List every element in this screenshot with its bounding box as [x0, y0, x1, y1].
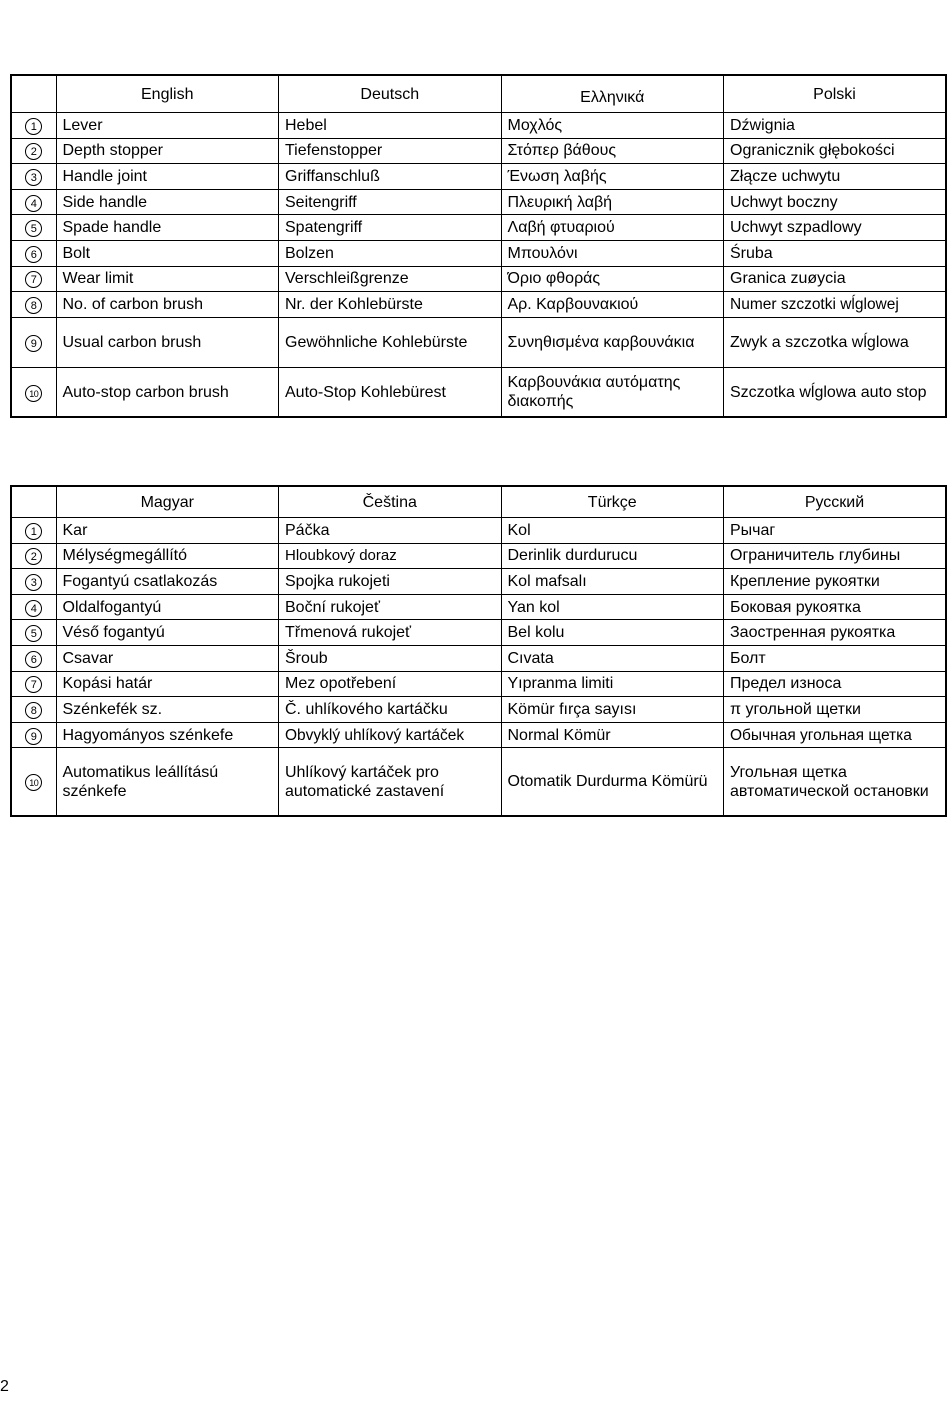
header-russian: Русский: [724, 486, 947, 518]
item-number: 9: [25, 335, 42, 352]
table-cell: Όριο φθοράς: [501, 266, 724, 292]
table-cell: Wear limit: [56, 266, 279, 292]
table-cell: Č. uhlíkového kartáčku: [279, 697, 502, 723]
table-cell: Uhlíkový kartáček pro automatické zastavení: [279, 748, 502, 816]
table-cell: Bolt: [56, 240, 279, 266]
table-header-row: [11, 486, 946, 518]
item-number: 5: [25, 220, 42, 237]
table-cell: Рычаг: [724, 518, 947, 544]
table-cell: Šroub: [279, 645, 502, 671]
table-cell: π угольной щетки: [724, 697, 947, 723]
table-row: [11, 697, 946, 723]
table-cell: Αρ. Καρβουνακιού: [501, 292, 724, 318]
header-english: English: [56, 75, 279, 113]
table-cell: Spatengriff: [279, 215, 502, 241]
table-cell: Yan kol: [501, 594, 724, 620]
table-cell: Granica zuøycia: [724, 266, 947, 292]
table-cell: Mez opotřebení: [279, 671, 502, 697]
table-cell: Auto-stop carbon brush: [56, 367, 279, 417]
table-cell: Συνηθισμένα καρβουνάκια: [501, 317, 724, 367]
table-cell: Tiefenstopper: [279, 138, 502, 164]
table-row: [11, 620, 946, 646]
header-deutsch: Deutsch: [279, 75, 502, 113]
item-number: 7: [25, 676, 42, 693]
table-row: [11, 518, 946, 544]
table-cell: Normal Kömür: [501, 722, 724, 748]
table-cell: Auto-Stop Kohlebürest: [279, 367, 502, 417]
table-cell: Seitengriff: [279, 189, 502, 215]
table-cell: Kömür fırça sayısı: [501, 697, 724, 723]
table-cell: Bolzen: [279, 240, 502, 266]
table-cell: Bel kolu: [501, 620, 724, 646]
table-cell: Numer szczotki wĺglowej: [724, 292, 947, 318]
table-cell: Handle joint: [56, 164, 279, 190]
table-cell: Usual carbon brush: [56, 317, 279, 367]
table-row: [11, 645, 946, 671]
table-cell: Csavar: [56, 645, 279, 671]
item-number: 9: [25, 728, 42, 745]
table-cell: Depth stopper: [56, 138, 279, 164]
table-row: [11, 113, 946, 139]
table-row: [11, 215, 946, 241]
table-cell: Ограничитель глубины: [724, 543, 947, 569]
table-row: [11, 266, 946, 292]
table-cell: Λαβή φτυαριού: [501, 215, 724, 241]
item-number: 10: [25, 774, 42, 791]
table-header-row: [11, 75, 946, 113]
table-cell: No. of carbon brush: [56, 292, 279, 318]
parts-table-2: [10, 485, 947, 817]
table-cell: Kopási határ: [56, 671, 279, 697]
table-cell: Lever: [56, 113, 279, 139]
table-cell: Boční rukojeť: [279, 594, 502, 620]
parts-table-1: [10, 74, 947, 418]
table-cell: Oldalfogantyú: [56, 594, 279, 620]
header-cestina: Čeština: [279, 486, 502, 518]
table-cell: Fogantyú csatlakozás: [56, 569, 279, 595]
table-cell: Side handle: [56, 189, 279, 215]
table-row: [11, 748, 946, 816]
table-cell: Kol: [501, 518, 724, 544]
item-number: 4: [25, 600, 42, 617]
table-cell: Nr. der Kohlebürste: [279, 292, 502, 318]
table-cell: Cıvata: [501, 645, 724, 671]
table-cell: Hloubkový doraz: [279, 543, 502, 569]
table-cell: Μοχλός: [501, 113, 724, 139]
header-turkce: Türkçe: [501, 486, 724, 518]
table-cell: Uchwyt szpadlowy: [724, 215, 947, 241]
header-greek: Ελληνικά: [501, 75, 724, 113]
header-polski: Polski: [724, 75, 947, 113]
table-cell: Obvyklý uhlíkový kartáček: [279, 722, 502, 748]
table-cell: Ένωση λαβής: [501, 164, 724, 190]
table-row: [11, 722, 946, 748]
page-number: 2: [0, 1378, 9, 1395]
table-cell: Πλευρική λαβή: [501, 189, 724, 215]
table-row: [11, 317, 946, 367]
item-number: 3: [25, 169, 42, 186]
table-cell: Dźwignia: [724, 113, 947, 139]
item-number: 3: [25, 574, 42, 591]
table-cell: Предел износа: [724, 671, 947, 697]
item-number: 4: [25, 195, 42, 212]
item-number: 10: [25, 385, 42, 402]
table-row: [11, 240, 946, 266]
table-cell: Uchwyt boczny: [724, 189, 947, 215]
table-row: [11, 543, 946, 569]
table-cell: Болт: [724, 645, 947, 671]
item-number: 2: [25, 548, 42, 565]
table-cell: Spade handle: [56, 215, 279, 241]
item-number: 6: [25, 651, 42, 668]
table-cell: Στόπερ βάθους: [501, 138, 724, 164]
table-cell: Yıpranma limiti: [501, 671, 724, 697]
table-cell: Обычная угольная щетка: [724, 722, 947, 748]
table-cell: Gewöhnliche Kohlebürste: [279, 317, 502, 367]
table-cell: Kol mafsalı: [501, 569, 724, 595]
item-number: 1: [25, 118, 42, 135]
header-magyar: Magyar: [56, 486, 279, 518]
table-cell: Śruba: [724, 240, 947, 266]
table-row: [11, 138, 946, 164]
table-cell: Заостренная рукоятка: [724, 620, 947, 646]
table-row: [11, 292, 946, 318]
table-cell: Otomatik Durdurma Kömürü: [501, 748, 724, 816]
table-cell: Крепление рукоятки: [724, 569, 947, 595]
table-cell: Páčka: [279, 518, 502, 544]
table-row: [11, 164, 946, 190]
item-number: 8: [25, 297, 42, 314]
table-cell: Derinlik durdurucu: [501, 543, 724, 569]
table-cell: Zwyk a szczotka wĺglowa: [724, 317, 947, 367]
table-row: [11, 671, 946, 697]
table-cell: Kar: [56, 518, 279, 544]
item-number: 2: [25, 143, 42, 160]
header-corner: [11, 486, 56, 518]
table-cell: Griffanschluß: [279, 164, 502, 190]
table-cell: Złącze uchwytu: [724, 164, 947, 190]
item-number: 1: [25, 523, 42, 540]
item-number: 5: [25, 625, 42, 642]
table-row: [11, 367, 946, 417]
header-corner: [11, 75, 56, 113]
table-cell: Szénkefék sz.: [56, 697, 279, 723]
table-cell: Mélységmegállító: [56, 543, 279, 569]
table-cell: Szczotka wĺglowa auto stop: [724, 367, 947, 417]
table-cell: Véső fogantyú: [56, 620, 279, 646]
table-row: [11, 594, 946, 620]
table-cell: Hagyományos szénkefe: [56, 722, 279, 748]
table-cell: Угольная щетка автоматической остановки: [724, 748, 947, 816]
table-cell: Μπουλόνι: [501, 240, 724, 266]
item-number: 7: [25, 271, 42, 288]
table-row: [11, 569, 946, 595]
table-cell: Verschleißgrenze: [279, 266, 502, 292]
table-cell: Боковая рукоятка: [724, 594, 947, 620]
table-row: [11, 189, 946, 215]
table-cell: Třmenová rukojeť: [279, 620, 502, 646]
item-number: 6: [25, 246, 42, 263]
item-number: 8: [25, 702, 42, 719]
table-cell: Ogranicznik głębokości: [724, 138, 947, 164]
table-cell: Automatikus leállítású szénkefe: [56, 748, 279, 816]
table-cell: Spojka rukojeti: [279, 569, 502, 595]
table-cell: Hebel: [279, 113, 502, 139]
table-cell: Καρβουνάκια αυτόματης διακοπής: [501, 367, 724, 417]
